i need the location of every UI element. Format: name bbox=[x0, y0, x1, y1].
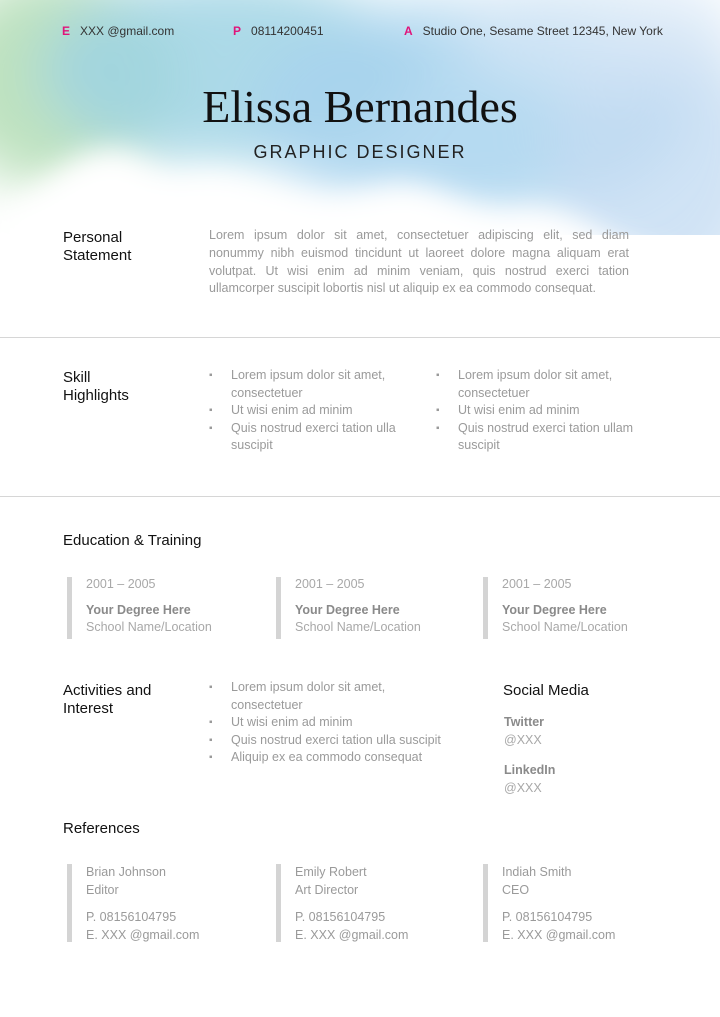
personal-statement-heading bbox=[63, 229, 131, 265]
candidate-name: Elissa Bernandes bbox=[202, 81, 518, 132]
education-school: School Name/Location bbox=[295, 620, 421, 634]
address-key: A bbox=[404, 24, 413, 38]
education-entry bbox=[276, 577, 421, 639]
list-item: ▪ Ut wisi enim ad minim bbox=[209, 714, 469, 732]
reference-email[interactable]: E. XXX @gmail.com bbox=[295, 927, 409, 942]
reference-email[interactable]: E. XXX @gmail.com bbox=[502, 927, 616, 942]
activities-list bbox=[209, 679, 469, 767]
list-item: ▪ Ut wisi enim ad minim bbox=[436, 402, 651, 420]
email-value: XXX @gmail.com bbox=[80, 24, 175, 38]
email-key: E bbox=[62, 24, 71, 38]
reference-email[interactable]: E. XXX @gmail.com bbox=[86, 927, 200, 942]
linkedin-label: LinkedIn bbox=[504, 763, 556, 777]
references-heading: References bbox=[63, 820, 140, 837]
reference-phone: P. 08156104795 bbox=[502, 910, 593, 924]
personal-statement-text: Lorem ipsum dolor sit amet, consectetuer adipiscing elit, sed diam nonummy nibh euismod tincidunt ut laoreet dolore magna aliquam erat volutpat. Ut wisi enim ad minim veniam, quis nostrud exerci tation ullamcorper suscipit lobortis nisl ut aliquip ex ea commodo consequat. bbox=[209, 228, 629, 296]
education-degree: Your Degree Here bbox=[295, 603, 400, 617]
list-item: ▪ Lorem ipsum dolor sit amet, consectetuer bbox=[209, 367, 409, 402]
skill-highlights-heading bbox=[63, 369, 129, 405]
reference-card bbox=[276, 864, 408, 942]
activities-heading bbox=[63, 682, 151, 718]
phone-value: 08114200451 bbox=[251, 24, 324, 38]
reference-title: Editor bbox=[86, 882, 119, 897]
skills-heading-line-1: Skill bbox=[63, 369, 91, 386]
contact-address bbox=[404, 24, 663, 38]
phone-key: P bbox=[233, 24, 242, 38]
reference-name: Emily Robert bbox=[295, 865, 367, 879]
reference-phone: P. 08156104795 bbox=[86, 910, 177, 924]
list-item: ▪ Lorem ipsum dolor sit amet, consectetuer bbox=[436, 367, 651, 402]
section-divider bbox=[0, 337, 720, 338]
skills-heading-line-2: Highlights bbox=[63, 387, 129, 404]
education-school: School Name/Location bbox=[86, 620, 212, 634]
education-years: 2001 – 2005 bbox=[86, 577, 156, 591]
reference-card bbox=[483, 864, 615, 942]
education-degree: Your Degree Here bbox=[502, 603, 607, 617]
activities-heading-line-2: Interest bbox=[63, 700, 114, 717]
linkedin-handle[interactable]: @XXX bbox=[504, 781, 542, 795]
reference-title: CEO bbox=[502, 882, 530, 897]
education-entry bbox=[483, 577, 628, 639]
reference-name: Indiah Smith bbox=[502, 865, 572, 879]
contact-email[interactable] bbox=[62, 24, 174, 38]
reference-phone: P. 08156104795 bbox=[295, 910, 386, 924]
education-heading: Education & Training bbox=[63, 532, 202, 549]
education-degree: Your Degree Here bbox=[86, 603, 191, 617]
reference-name: Brian Johnson bbox=[86, 865, 166, 879]
list-item: ▪ Lorem ipsum dolor sit amet, consectetuer bbox=[209, 679, 421, 714]
twitter-label: Twitter bbox=[504, 715, 545, 729]
social-media-heading: Social Media bbox=[503, 682, 589, 699]
activities-heading-line-1: Activities and bbox=[63, 682, 152, 699]
contact-phone[interactable] bbox=[233, 24, 324, 38]
list-item: ▪ Quis nostrud exerci tation ullam suscipit bbox=[436, 420, 651, 455]
reference-title: Art Director bbox=[295, 882, 359, 897]
education-school: School Name/Location bbox=[502, 620, 628, 634]
list-item: ▪ Ut wisi enim ad minim bbox=[209, 402, 409, 420]
candidate-role: GRAPHIC DESIGNER bbox=[253, 142, 467, 162]
address-value: Studio One, Sesame Street 12345, New York bbox=[422, 24, 663, 38]
twitter-handle[interactable]: @XXX bbox=[504, 733, 542, 747]
list-item: ▪ Quis nostrud exerci tation ulla suscipit bbox=[209, 420, 409, 455]
personal-heading-line-2: Statement bbox=[63, 247, 132, 264]
education-years: 2001 – 2005 bbox=[295, 577, 365, 591]
skills-list-1 bbox=[209, 367, 409, 455]
section-divider bbox=[0, 496, 720, 497]
list-item: ▪ Aliquip ex ea commodo consequat bbox=[209, 749, 469, 767]
list-item: ▪ Quis nostrud exerci tation ulla suscipit bbox=[209, 732, 469, 750]
education-years: 2001 – 2005 bbox=[502, 577, 572, 591]
education-entry bbox=[67, 577, 212, 639]
skills-list-2 bbox=[436, 367, 651, 455]
reference-card bbox=[67, 864, 199, 942]
personal-heading-line-1: Personal bbox=[63, 229, 123, 246]
